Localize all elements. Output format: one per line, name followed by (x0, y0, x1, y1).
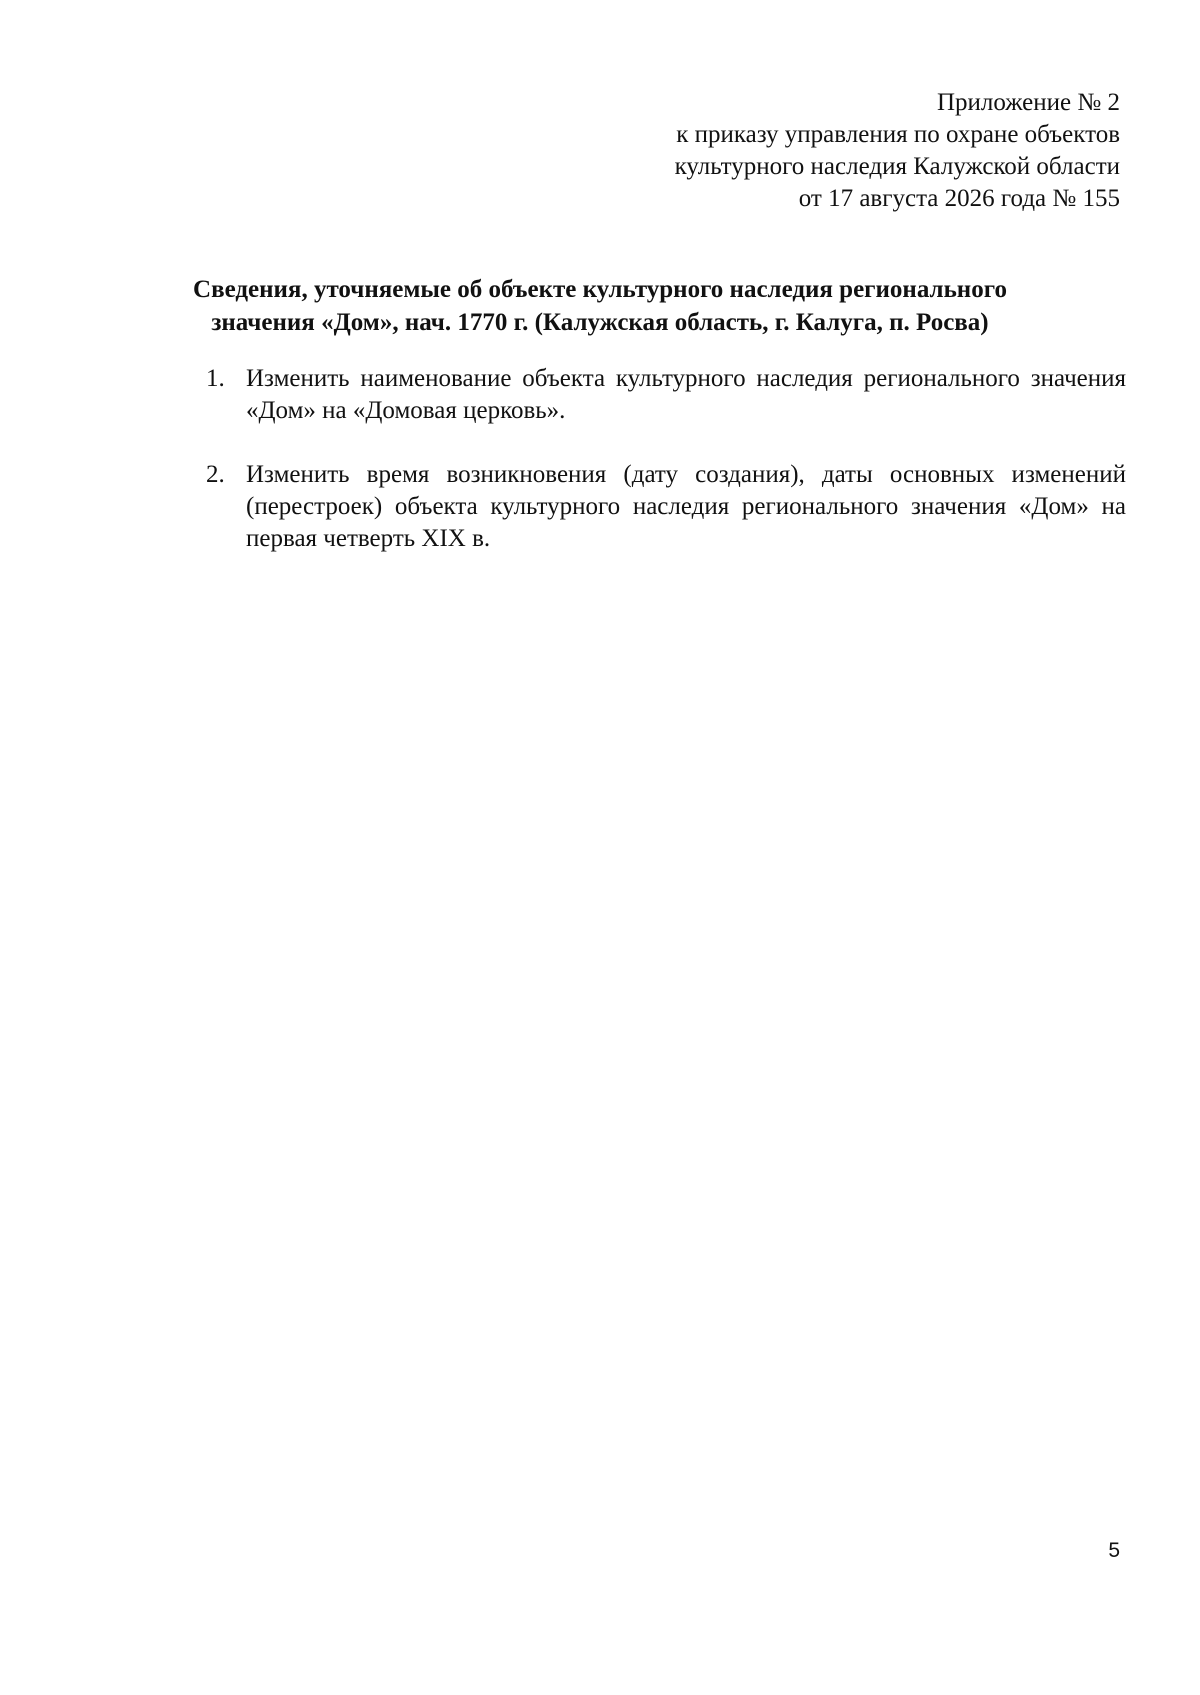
list-item-number: 1. (206, 365, 225, 392)
document-title-line: Сведения, уточняемые об объекте культурного наследия регионального (193, 276, 1007, 303)
appendix-header-line: к приказу управления по охране объектов (676, 121, 1120, 148)
page-number: 5 (1108, 1539, 1120, 1562)
list-item-text: Изменить наименование объекта культурного наследия регионального значения «Дом» на «Домовая церковь». (246, 365, 1126, 424)
list-item-number: 2. (206, 461, 225, 488)
appendix-header-line: от 17 августа 2026 года № 155 (798, 185, 1120, 212)
appendix-header (420, 87, 1120, 215)
document-title-line: значения «Дом», нач. 1770 г. (Калужская область, г. Калуга, п. Росва) (211, 309, 989, 336)
appendix-header-line: Приложение № 2 (936, 89, 1120, 116)
numbered-list (206, 363, 1126, 555)
list-item (206, 363, 1126, 427)
appendix-header-line: культурного наследия Калужской области (674, 153, 1120, 180)
document-title (120, 273, 1080, 339)
list-item (206, 459, 1126, 555)
list-item-text: Изменить время возникновения (дату создания), даты основных изменений (перестроек) объекта культурного наследия регионального значения «Дом» на первая четверть XIX в. (246, 461, 1126, 552)
